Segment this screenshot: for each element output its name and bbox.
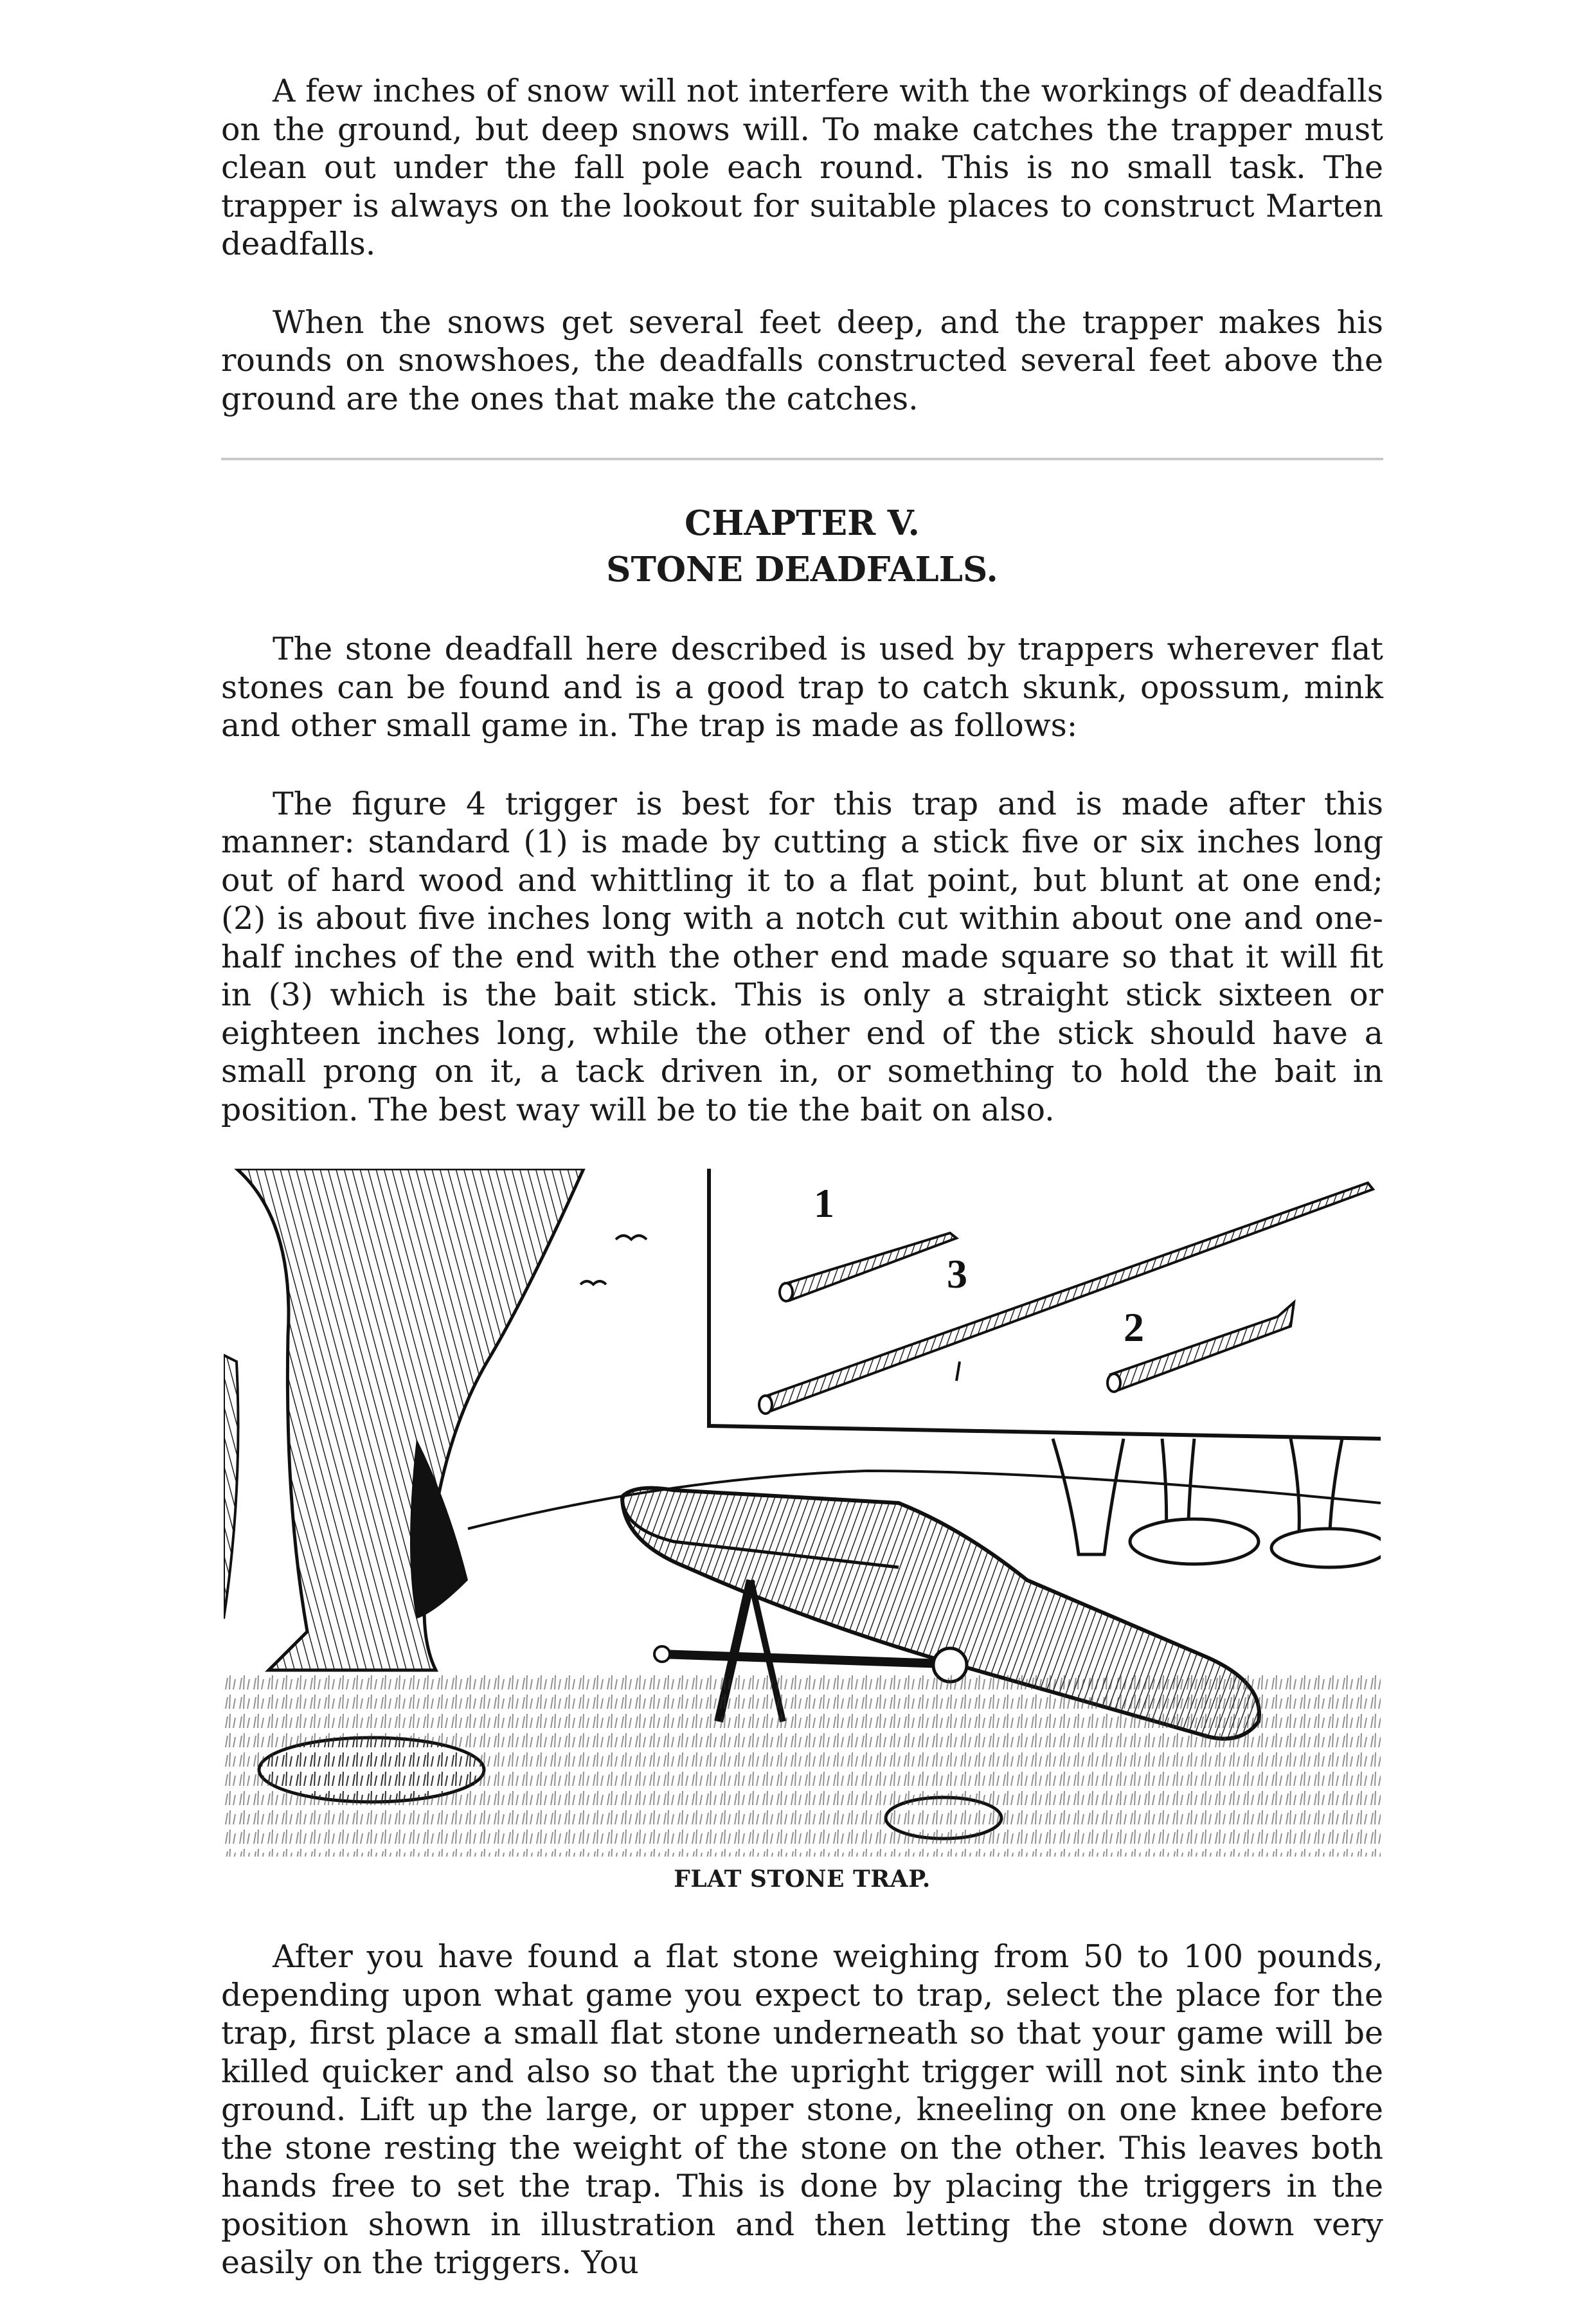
trigger-label-3: 3 [947,1251,967,1297]
trigger-stick-3 [759,1183,1373,1414]
chapter-heading [221,500,1383,593]
chapter-number: CHAPTER V. [685,503,920,543]
bird-icon [580,1281,606,1284]
trigger-label-2: 2 [1124,1304,1144,1350]
tree-trunk [237,1169,584,1670]
flat-stone-trap-illustration [224,1169,1381,1893]
bird-icon [616,1236,647,1239]
section-divider [221,458,1383,460]
paragraph: When the snows get several feet deep, and the trapper makes his rounds on snowshoes, the deadfalls constructed several feet above the ground are the ones that make the catches. [221,303,1383,417]
paragraph: A few inches of snow will not interfere with the workings of deadfalls on the ground, but deep snows will. To make catches the trapper must clean out under the fall pole each round. This is no small task. The trapper is always on the lookout for suitable places to construct Marten deadfalls. [221,73,1383,262]
figure-caption: FLAT STONE TRAP. [674,1866,931,1893]
paragraph: After you have found a flat stone weighing from 50 to 100 pounds, depending upon what game you expect to trap, select the place for the trap, first place a small flat stone underneath so that your game will be killed quicker and also so that the upright trigger will not sink into the ground. Lift up the large, or upper stone, kneeling on one knee before the stone resting the weight of the stone on the other. This leaves both hands free to set the trap. This is done by placing the triggers in the position shown in illustration and then letting the stone down very easily on the triggers. You [221,1938,1383,2281]
paragraph: The figure 4 trigger is best for this trap and is made after this manner: standard (1) is made by cutting a stick five or six inches long out of hard wood and whittling it to a flat point, but blunt at one end; (2) is about five inches long with a notch cut within about one and one-half inches of the end with the other end made square so that it will fit in (3) which is the bait stick. This is only a straight stick sixteen or eighteen inches long, while the other end of the stick should have a small prong on it, a tack driven in, or something to hold the bait in position. The best way will be to tie the bait on also. [221,785,1383,1128]
chapter-title: STONE DEADFALLS. [606,550,998,590]
trigger-inset [709,1169,1381,1439]
trigger-label-1: 1 [814,1180,834,1226]
page-content [221,72,1383,2322]
trigger-stick-1 [780,1233,956,1301]
illustration-drawing [224,1169,1381,1857]
paragraph: The stone deadfall here described is used by trappers wherever flat stones can be found and is a good trap to catch skunk, opossum, mink and other small game in. The trap is made as follows: [221,631,1383,744]
